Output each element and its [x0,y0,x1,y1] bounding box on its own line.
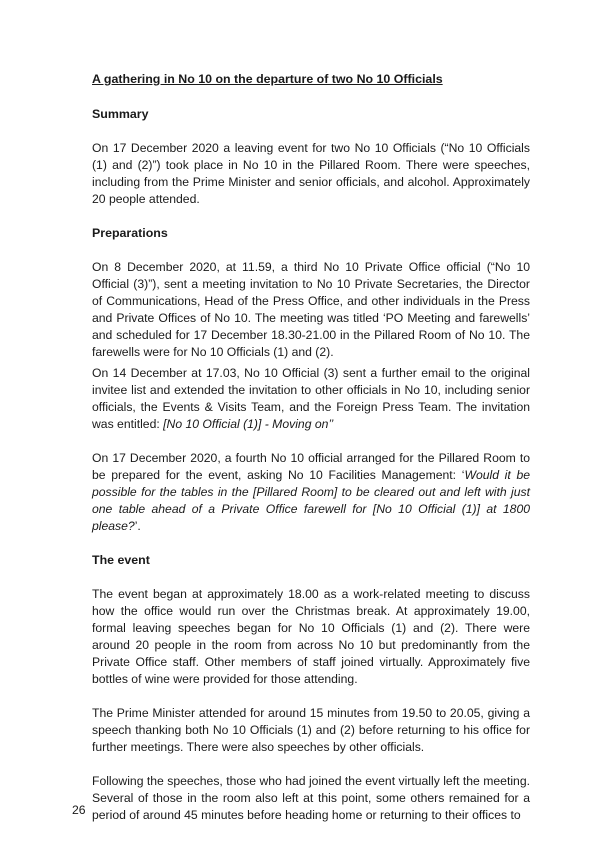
document-body [92,71,530,824]
summary-heading: Summary [92,107,149,121]
page-title: A gathering in No 10 on the departure of two No 10 Officials [92,72,443,86]
summary-paragraph: On 17 December 2020 a leaving event for two No 10 Officials (“No 10 Officials (1) and (2)”) took place in No 10 in the Pillared Room. There were speeches, including from the Prime Minister and senior officials, and alcohol. Approximately 20 people attended. [92,141,530,206]
preparations-paragraph-2-text: On 14 December at 17.03, No 10 Official (3) sent a further email to the original invitee list and extended the invitation to other officials in No 10, including senior officials, the Events & Visits Team, and the Foreign Press Team. The invitation was entitled: [92,366,530,431]
preparations-paragraph-2 [92,365,530,433]
preparations-paragraph-1: On 8 December 2020, at 11.59, a third No 10 Private Office official (“No 10 Official (3)”), sent a meeting invitation to No 10 Private Secretaries, the Director of Communications, Head of the Press Office, and other individuals in the Press and Private Offices of No 10. The meeting was titled ‘PO Meeting and farewells’ and scheduled for 17 December 18.30-21.00 in the Pillared Room of No 10. The farewells were for No 10 Officials (1) and (2). [92,260,530,359]
page-number: 26 [72,803,86,817]
preparations-paragraph-3 [92,450,530,535]
event-heading: The event [92,553,150,567]
preparations-paragraph-3-text: On 17 December 2020, a fourth No 10 official arranged for the Pillared Room to be prepared for the event, asking No 10 Facilities Management: ‘ [92,451,530,482]
event-paragraph-3: Following the speeches, those who had joined the event virtually left the meeting. Several of those in the room also left at this point, some others remained for a period of around 45 minutes before heading home or returning to their offices to [92,774,530,822]
preparations-heading: Preparations [92,226,168,240]
preparations-paragraph-3-end: ’. [134,519,141,533]
event-paragraph-2: The Prime Minister attended for around 15 minutes from 19.50 to 20.05, giving a speech thanking both No 10 Officials (1) and (2) before returning to his office for further meetings. There were also speeches by other officials. [92,706,530,754]
invitation-title: [No 10 Official (1)] - Moving on’’ [163,417,334,431]
facilities-quote: Would it be possible for the tables in the [Pillared Room] to be cleared out and left with just one table ahead of a Private Office farewell for [No 10 Official (1)] at 1800 please? [92,468,530,533]
event-paragraph-1: The event began at approximately 18.00 as a work-related meeting to discuss how the office would run over the Christmas break. At approximately 19.00, formal leaving speeches began for No 10 Officials (1) and (2). There were around 20 people in the room from across No 10 but predominantly from the Private Office staff. Other members of staff joined virtually. Approximately five bottles of wine were provided for those attending. [92,587,530,686]
